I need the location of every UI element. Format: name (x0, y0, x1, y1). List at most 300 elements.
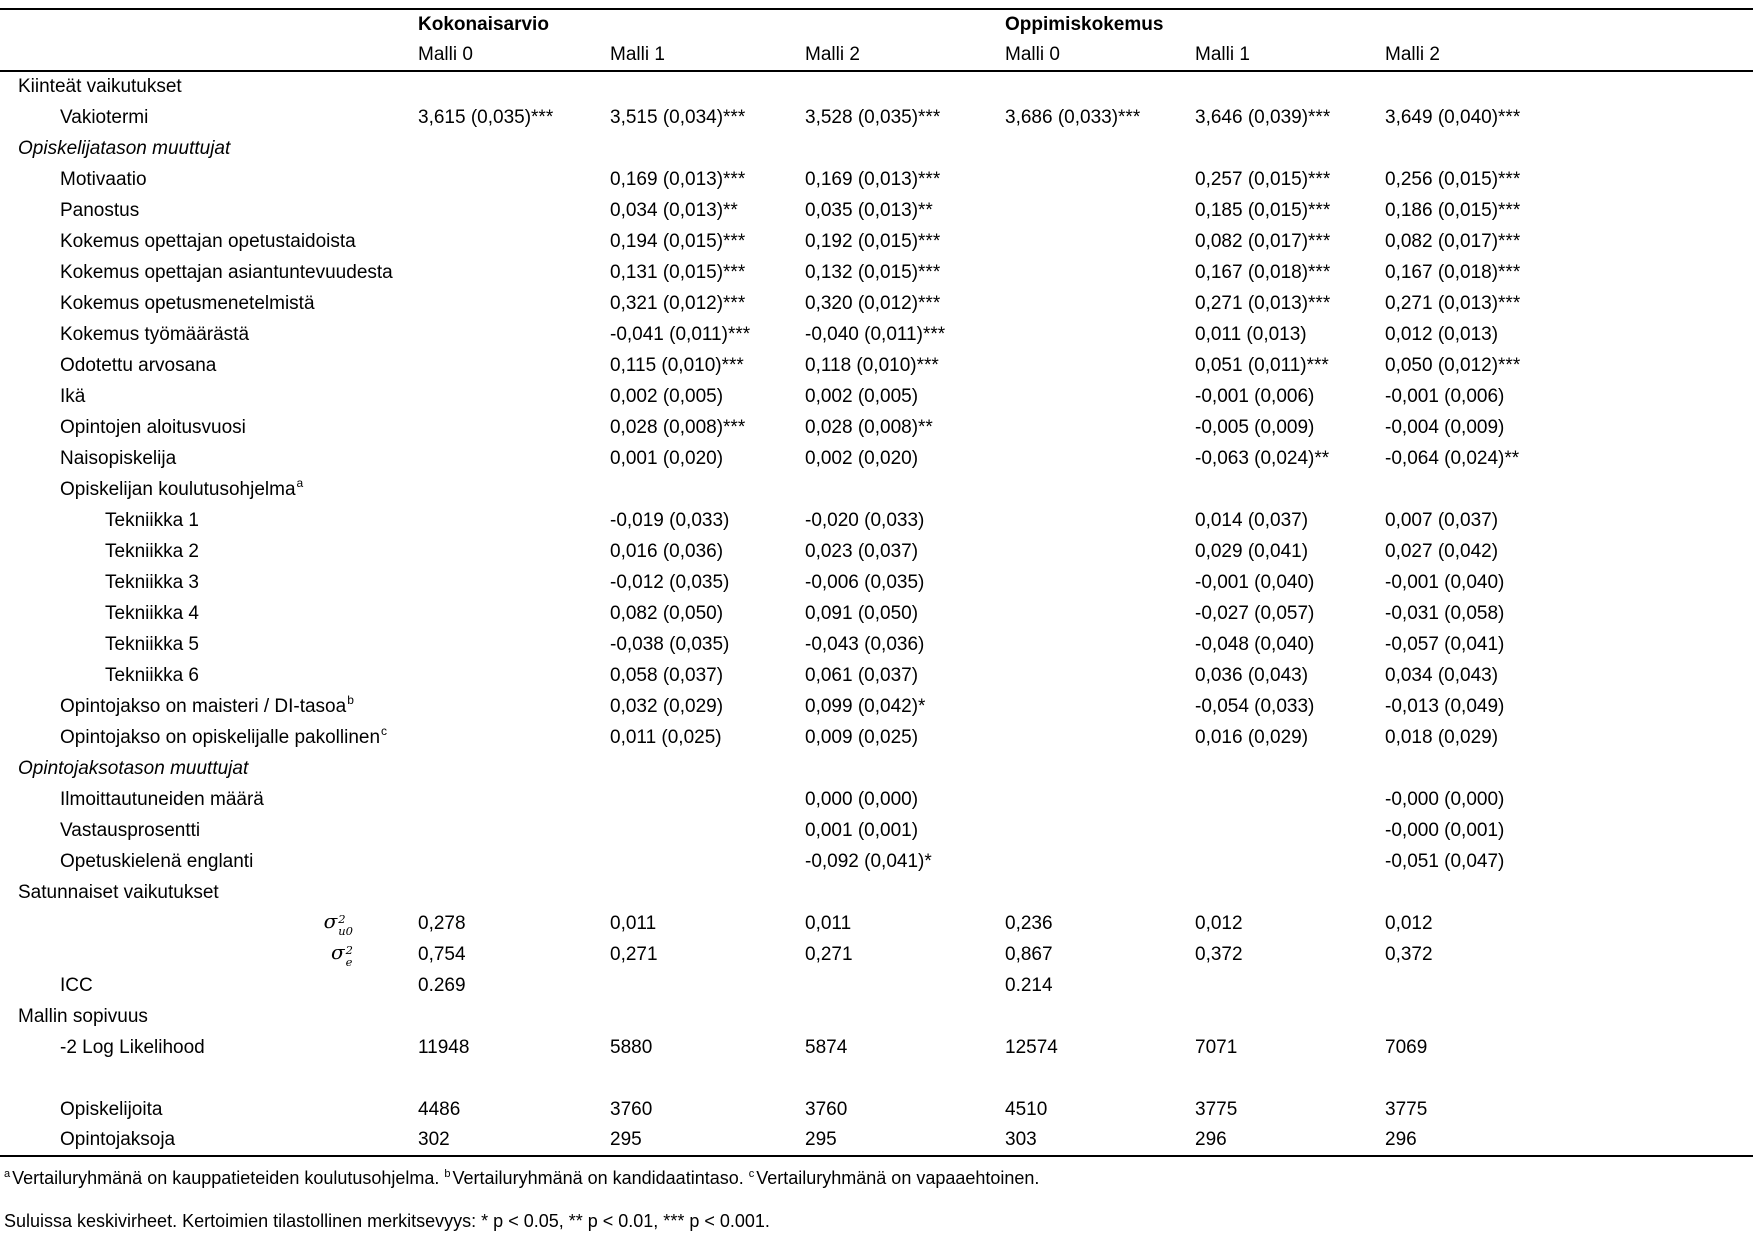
row-label: Odotettu arvosana (60, 354, 217, 376)
row-label: Panostus (60, 199, 140, 221)
cell-value: 0,867 (1005, 943, 1053, 965)
cell-value: -0,020 (0,033) (805, 509, 925, 531)
cell-value (610, 846, 805, 877)
cell-value: 0,091 (0,050) (805, 602, 919, 624)
cell-value: 0,131 (0,015)*** (610, 261, 746, 283)
col-header-malli2-kokonaisarvio: Malli 2 (805, 40, 1005, 71)
cell-value: 3,686 (0,033)*** (1005, 106, 1141, 128)
footnote-significance: Suluissa keskivirheet. Kertoimien tilastollinen merkitsevyys: * p < 0.05, ** p < 0.01, *** p < 0.001. (4, 1211, 770, 1231)
table-row (0, 846, 1753, 877)
table-row (0, 133, 1753, 164)
cell-value: 0,271 (610, 943, 658, 965)
cell-value (418, 319, 610, 350)
cell-value (418, 629, 610, 660)
cell-value: 0,001 (0,020) (610, 447, 724, 469)
row-label: Tekniikka 6 (105, 664, 199, 686)
row-label: Tekniikka 1 (105, 509, 199, 531)
table-body (0, 71, 1753, 1156)
row-label: Opintojakso on opiskelijalle pakollinen$^c$ (60, 724, 388, 748)
cell-value: -0,057 (0,041) (1385, 633, 1505, 655)
cell-value (418, 412, 610, 443)
table-row (0, 567, 1753, 598)
cell-value: -0,038 (0,035) (610, 633, 730, 655)
col-group-kokonaisarvio: Kokonaisarvio (418, 14, 549, 35)
cell-value: 0,012 (1385, 912, 1433, 934)
row-label (0, 908, 418, 939)
row-label: Opintojaksoja (0, 1125, 418, 1156)
row-label: Opetuskielenä englanti (60, 850, 254, 872)
table-header (0, 9, 1753, 71)
cell-value: -0,001 (0,006) (1195, 385, 1315, 407)
cell-value: 0,082 (0,017)*** (1385, 230, 1521, 252)
cell-value: 0,007 (0,037) (1385, 509, 1499, 531)
cell-value (1005, 319, 1195, 350)
table-row (0, 257, 1753, 288)
cell-value: -0,063 (0,024)** (1195, 447, 1330, 469)
cell-value: 0,082 (0,050) (610, 602, 724, 624)
row-label: ICC (60, 974, 93, 996)
cell-value (1385, 970, 1753, 1001)
cell-value (1005, 226, 1195, 257)
cell-value (1005, 505, 1195, 536)
cell-value (1195, 970, 1385, 1001)
cell-value: 0,278 (418, 912, 466, 934)
cell-value: 0,186 (0,015)*** (1385, 199, 1521, 221)
cell-value: 0,009 (0,025) (805, 726, 919, 748)
cell-value: 11948 (418, 1036, 470, 1058)
footnote-marker: c (748, 1168, 755, 1180)
cell-value: -0,000 (0,001) (1385, 819, 1505, 841)
sigma-symbol: σ 2 u0 (323, 909, 353, 939)
cell-value: 0,001 (0,001) (805, 819, 919, 841)
cell-value: -0,092 (0,041)* (805, 850, 932, 872)
cell-value: 0,036 (0,043) (1195, 664, 1309, 686)
table-row (0, 1125, 1753, 1156)
cell-value: 0,271 (0,013)*** (1195, 292, 1331, 314)
table-row (0, 598, 1753, 629)
table-row (0, 722, 1753, 753)
cell-value: 0,320 (0,012)*** (805, 292, 941, 314)
cell-value (1005, 846, 1195, 877)
col-header-malli1-kokonaisarvio: Malli 1 (610, 40, 805, 71)
cell-value: 0,271 (805, 943, 853, 965)
cell-value (1195, 846, 1385, 877)
cell-value (1385, 877, 1753, 908)
cell-value (418, 877, 610, 908)
cell-value (1005, 133, 1195, 164)
table-row (0, 474, 1753, 505)
cell-value: 0,002 (0,020) (805, 447, 919, 469)
cell-value (1385, 474, 1753, 505)
cell-value (418, 133, 610, 164)
cell-value (1005, 195, 1195, 226)
cell-value: 0,051 (0,011)*** (1195, 354, 1329, 376)
cell-value: -0,041 (0,011)*** (610, 323, 751, 345)
cell-value (610, 474, 805, 505)
cell-value: 4486 (418, 1098, 461, 1120)
table-row (0, 815, 1753, 846)
col-header-malli1-oppimiskokemus: Malli 1 (1195, 40, 1385, 71)
cell-value: 0,016 (0,029) (1195, 726, 1309, 748)
cell-value: -0,006 (0,035) (805, 571, 925, 593)
row-label: Kokemus opetusmenetelmistä (60, 292, 315, 314)
cell-value (1385, 1063, 1753, 1094)
table-row (0, 288, 1753, 319)
row-label: Opiskelijan koulutusohjelma$^a$ (60, 476, 304, 500)
cell-value (1005, 1001, 1195, 1032)
col-header-malli0-oppimiskokemus: Malli 0 (1005, 40, 1195, 71)
table-row (0, 319, 1753, 350)
cell-value: 0.269 (418, 974, 466, 996)
footnote-reference-groups: $^a$ Vertailuryhmänä on kauppatieteiden koulutusohjelma. $^b$ Vertailuryhmänä on kandidaatintaso. $^c$ Vertailuryhmänä on vapaaehtoinen. (4, 1168, 1040, 1188)
cell-value: 3775 (1385, 1098, 1428, 1120)
cell-value: 296 (1385, 1125, 1753, 1156)
cell-value: -0,051 (0,047) (1385, 850, 1505, 872)
cell-value: 0,014 (0,037) (1195, 509, 1309, 531)
cell-value: 0,167 (0,018)*** (1195, 261, 1331, 283)
cell-value: 3,646 (0,039)*** (1195, 106, 1331, 128)
cell-value (1385, 753, 1753, 784)
cell-value: 0,011 (0,025) (610, 726, 722, 748)
cell-value: 5874 (805, 1036, 848, 1058)
row-label: Vastausprosentti (60, 819, 201, 841)
cell-value (418, 381, 610, 412)
cell-value (1005, 536, 1195, 567)
cell-value: 0,002 (0,005) (805, 385, 919, 407)
cell-value: 0,118 (0,010)*** (805, 354, 939, 376)
cell-value: -0,048 (0,040) (1195, 633, 1315, 655)
cell-value: 0,012 (1195, 912, 1243, 934)
cell-value (418, 1063, 610, 1094)
cell-value (805, 1063, 1005, 1094)
cell-value: 0,236 (1005, 912, 1053, 934)
row-label: Ilmoittautuneiden määrä (60, 788, 264, 810)
cell-value (418, 753, 610, 784)
cell-value: -0,012 (0,035) (610, 571, 730, 593)
cell-value: 0,754 (418, 943, 466, 965)
corner-cell (0, 40, 418, 71)
cell-value (1005, 815, 1195, 846)
row-label: Kokemus opettajan opetustaidoista (60, 230, 356, 252)
cell-value (418, 846, 610, 877)
table-row (0, 691, 1753, 722)
cell-value: 0,058 (0,037) (610, 664, 724, 686)
cell-value: 0,115 (0,010)*** (610, 354, 744, 376)
cell-value: 0,050 (0,012)*** (1385, 354, 1521, 376)
column-group-row (0, 9, 1753, 40)
cell-value (805, 1001, 1005, 1032)
cell-value (1005, 567, 1195, 598)
cell-value: 0,002 (0,005) (610, 385, 724, 407)
table-row (0, 753, 1753, 784)
cell-value (805, 753, 1005, 784)
cell-value (418, 350, 610, 381)
table-row (0, 381, 1753, 412)
table-row (0, 1094, 1753, 1125)
cell-value: 3,649 (0,040)*** (1385, 106, 1521, 128)
cell-value (1195, 133, 1385, 164)
cell-value: -0,043 (0,036) (805, 633, 925, 655)
cell-value (1195, 1001, 1385, 1032)
cell-value: -0,064 (0,024)** (1385, 447, 1520, 469)
cell-value: 0,132 (0,015)*** (805, 261, 941, 283)
cell-value: 0,099 (0,042)* (805, 695, 926, 717)
cell-value (418, 536, 610, 567)
cell-value (1005, 412, 1195, 443)
cell-value (1195, 784, 1385, 815)
cell-value (1005, 753, 1195, 784)
footnote-marker: b (444, 1168, 451, 1180)
cell-value (418, 660, 610, 691)
cell-value: 295 (805, 1125, 1005, 1156)
cell-value: 0,018 (0,029) (1385, 726, 1499, 748)
cell-value: 3760 (610, 1098, 653, 1120)
cell-value (418, 691, 610, 722)
cell-value: -0,031 (0,058) (1385, 602, 1505, 624)
cell-value (418, 71, 610, 102)
cell-value (610, 133, 805, 164)
cell-value: 296 (1195, 1125, 1385, 1156)
cell-value: 0,257 (0,015)*** (1195, 168, 1331, 190)
cell-value (418, 195, 610, 226)
cell-value: -0,054 (0,033) (1195, 695, 1315, 717)
cell-value: 0,192 (0,015)*** (805, 230, 941, 252)
row-label: Tekniikka 2 (105, 540, 199, 562)
table-row (0, 970, 1753, 1001)
cell-value (418, 567, 610, 598)
cell-value (418, 226, 610, 257)
row-label: Mallin sopivuus (18, 1005, 148, 1027)
cell-value (418, 288, 610, 319)
row-label: Satunnaiset vaikutukset (18, 881, 219, 903)
cell-value: 0,023 (0,037) (805, 540, 919, 562)
table-row (0, 226, 1753, 257)
row-label: Opintojen aloitusvuosi (60, 416, 246, 438)
footnote-marker: a (296, 476, 304, 491)
footnote-marker: a (4, 1168, 11, 1180)
cell-value (805, 133, 1005, 164)
cell-value: 0,372 (1195, 943, 1243, 965)
cell-value: 5880 (610, 1036, 653, 1058)
table-row (0, 536, 1753, 567)
cell-value (1005, 71, 1195, 102)
cell-value: 0,029 (0,041) (1195, 540, 1309, 562)
cell-value (418, 815, 610, 846)
cell-value: 0,011 (805, 912, 852, 934)
row-label: Opiskelijatason muuttujat (18, 137, 231, 159)
cell-value (1385, 1001, 1753, 1032)
cell-value: 3,528 (0,035)*** (805, 106, 941, 128)
table-row (0, 1032, 1753, 1063)
cell-value: 0,028 (0,008)*** (610, 416, 746, 438)
cell-value: 0,034 (0,043) (1385, 664, 1499, 686)
cell-value (1005, 257, 1195, 288)
cell-value: 0,012 (0,013) (1385, 323, 1499, 345)
cell-value: -0,013 (0,049) (1385, 695, 1505, 717)
row-label: Opintojakso on maisteri / DI-tasoa$^b$ (60, 693, 354, 717)
row-label (0, 1063, 418, 1094)
row-label: Naisopiskelija (60, 447, 177, 469)
row-label (0, 939, 418, 970)
cell-value (418, 257, 610, 288)
cell-value: 0,028 (0,008)** (805, 416, 933, 438)
cell-value: 0,000 (0,000) (805, 788, 919, 810)
cell-value: 0,271 (0,013)*** (1385, 292, 1521, 314)
cell-value: 0,194 (0,015)*** (610, 230, 746, 252)
cell-value: 0,027 (0,042) (1385, 540, 1499, 562)
table-row (0, 102, 1753, 133)
row-label: Kiinteät vaikutukset (18, 76, 182, 97)
cell-value (805, 877, 1005, 908)
row-label: Ikä (60, 385, 86, 407)
cell-value: 0,035 (0,013)** (805, 199, 933, 221)
cell-value: -0,001 (0,040) (1385, 571, 1505, 593)
cell-value (1195, 474, 1385, 505)
cell-value: 0,372 (1385, 943, 1433, 965)
cell-value: 0,016 (0,036) (610, 540, 724, 562)
sigma-symbol: σ 2 e (331, 940, 353, 970)
column-header-row (0, 40, 1753, 71)
cell-value (1195, 1063, 1385, 1094)
cell-value: -0,005 (0,009) (1195, 416, 1315, 438)
cell-value: 0,169 (0,013)*** (805, 168, 941, 190)
cell-value (1005, 288, 1195, 319)
cell-value (1005, 381, 1195, 412)
cell-value (1005, 350, 1195, 381)
row-label: Kokemus opettajan asiantuntevuudesta (60, 261, 393, 283)
row-label: Tekniikka 5 (105, 633, 199, 655)
cell-value: 295 (610, 1125, 805, 1156)
cell-value: 0,082 (0,017)*** (1195, 230, 1331, 252)
cell-value (418, 722, 610, 753)
table-row (0, 71, 1753, 102)
table-row (0, 195, 1753, 226)
table-row (0, 164, 1753, 195)
cell-value (610, 71, 805, 102)
cell-value (1005, 784, 1195, 815)
cell-value: 3775 (1195, 1098, 1238, 1120)
spacer-row (0, 1063, 1753, 1094)
cell-value: -0,000 (0,000) (1385, 788, 1505, 810)
cell-value: 0,321 (0,012)*** (610, 292, 746, 314)
cell-value (1005, 660, 1195, 691)
cell-value: 7071 (1195, 1036, 1238, 1058)
cell-value: 0,032 (0,029) (610, 695, 724, 717)
cell-value: 0,256 (0,015)*** (1385, 168, 1521, 190)
row-label: Opiskelijoita (60, 1098, 163, 1120)
table-row (0, 350, 1753, 381)
cell-value (805, 71, 1005, 102)
cell-value (1005, 443, 1195, 474)
cell-value (805, 474, 1005, 505)
cell-value (1195, 815, 1385, 846)
corner-cell (0, 9, 418, 40)
cell-value (418, 474, 610, 505)
cell-value: 0,169 (0,013)*** (610, 168, 746, 190)
table-row (0, 877, 1753, 908)
cell-value (1005, 164, 1195, 195)
cell-value: 4510 (1005, 1098, 1048, 1120)
cell-value (610, 1001, 805, 1032)
cell-value (1195, 753, 1385, 784)
row-label: -2 Log Likelihood (60, 1036, 205, 1058)
cell-value (805, 970, 1005, 1001)
cell-value (1195, 877, 1385, 908)
cell-value: 7069 (1385, 1036, 1428, 1058)
table-row (0, 660, 1753, 691)
cell-value: -0,019 (0,033) (610, 509, 730, 531)
table-row (0, 443, 1753, 474)
cell-value (610, 784, 805, 815)
col-header-malli0-kokonaisarvio: Malli 0 (418, 40, 610, 71)
cell-value: -0,004 (0,009) (1385, 416, 1505, 438)
table-row (0, 629, 1753, 660)
cell-value (418, 443, 610, 474)
cell-value (1385, 133, 1753, 164)
row-label: Vakiotermi (60, 106, 149, 128)
cell-value (1195, 71, 1385, 102)
cell-value: 0,185 (0,015)*** (1195, 199, 1331, 221)
table-row (0, 784, 1753, 815)
footnote-marker: b (347, 693, 354, 708)
cell-value (610, 815, 805, 846)
row-label: Opintojaksotason muuttujat (18, 757, 249, 779)
cell-value: 3760 (805, 1098, 848, 1120)
row-label: Tekniikka 3 (105, 571, 199, 593)
table-row (0, 939, 1753, 970)
cell-value (418, 598, 610, 629)
cell-value (1005, 1063, 1195, 1094)
table-row (0, 1001, 1753, 1032)
cell-value (418, 1001, 610, 1032)
cell-value (610, 1063, 805, 1094)
row-label: Kokemus työmäärästä (60, 323, 250, 345)
cell-value: 3,615 (0,035)*** (418, 106, 554, 128)
cell-value: -0,040 (0,011)*** (805, 323, 946, 345)
table-row (0, 505, 1753, 536)
cell-value (418, 505, 610, 536)
cell-value (1005, 691, 1195, 722)
footnote-marker: c (381, 724, 388, 739)
row-label: Motivaatio (60, 168, 147, 190)
cell-value: 0,167 (0,018)*** (1385, 261, 1521, 283)
cell-value (418, 784, 610, 815)
cell-value: 0,034 (0,013)** (610, 199, 738, 221)
cell-value (610, 970, 805, 1001)
cell-value (1005, 474, 1195, 505)
table-row (0, 908, 1753, 939)
cell-value: 0,011 (610, 912, 657, 934)
cell-value: 302 (418, 1125, 610, 1156)
cell-value: 3,515 (0,034)*** (610, 106, 746, 128)
cell-value: 0.214 (1005, 974, 1053, 996)
cell-value (1385, 71, 1753, 102)
cell-value: 303 (1005, 1125, 1195, 1156)
cell-value (610, 877, 805, 908)
cell-value (1005, 877, 1195, 908)
cell-value: -0,001 (0,040) (1195, 571, 1315, 593)
cell-value: 0,011 (0,013) (1195, 323, 1307, 345)
cell-value: 0,061 (0,037) (805, 664, 919, 686)
cell-value: 12574 (1005, 1036, 1058, 1058)
cell-value (1005, 598, 1195, 629)
results-table (0, 8, 1753, 1157)
cell-value: -0,027 (0,057) (1195, 602, 1315, 624)
table-row (0, 412, 1753, 443)
cell-value (418, 164, 610, 195)
col-header-malli2-oppimiskokemus: Malli 2 (1385, 40, 1753, 71)
cell-value (1005, 629, 1195, 660)
